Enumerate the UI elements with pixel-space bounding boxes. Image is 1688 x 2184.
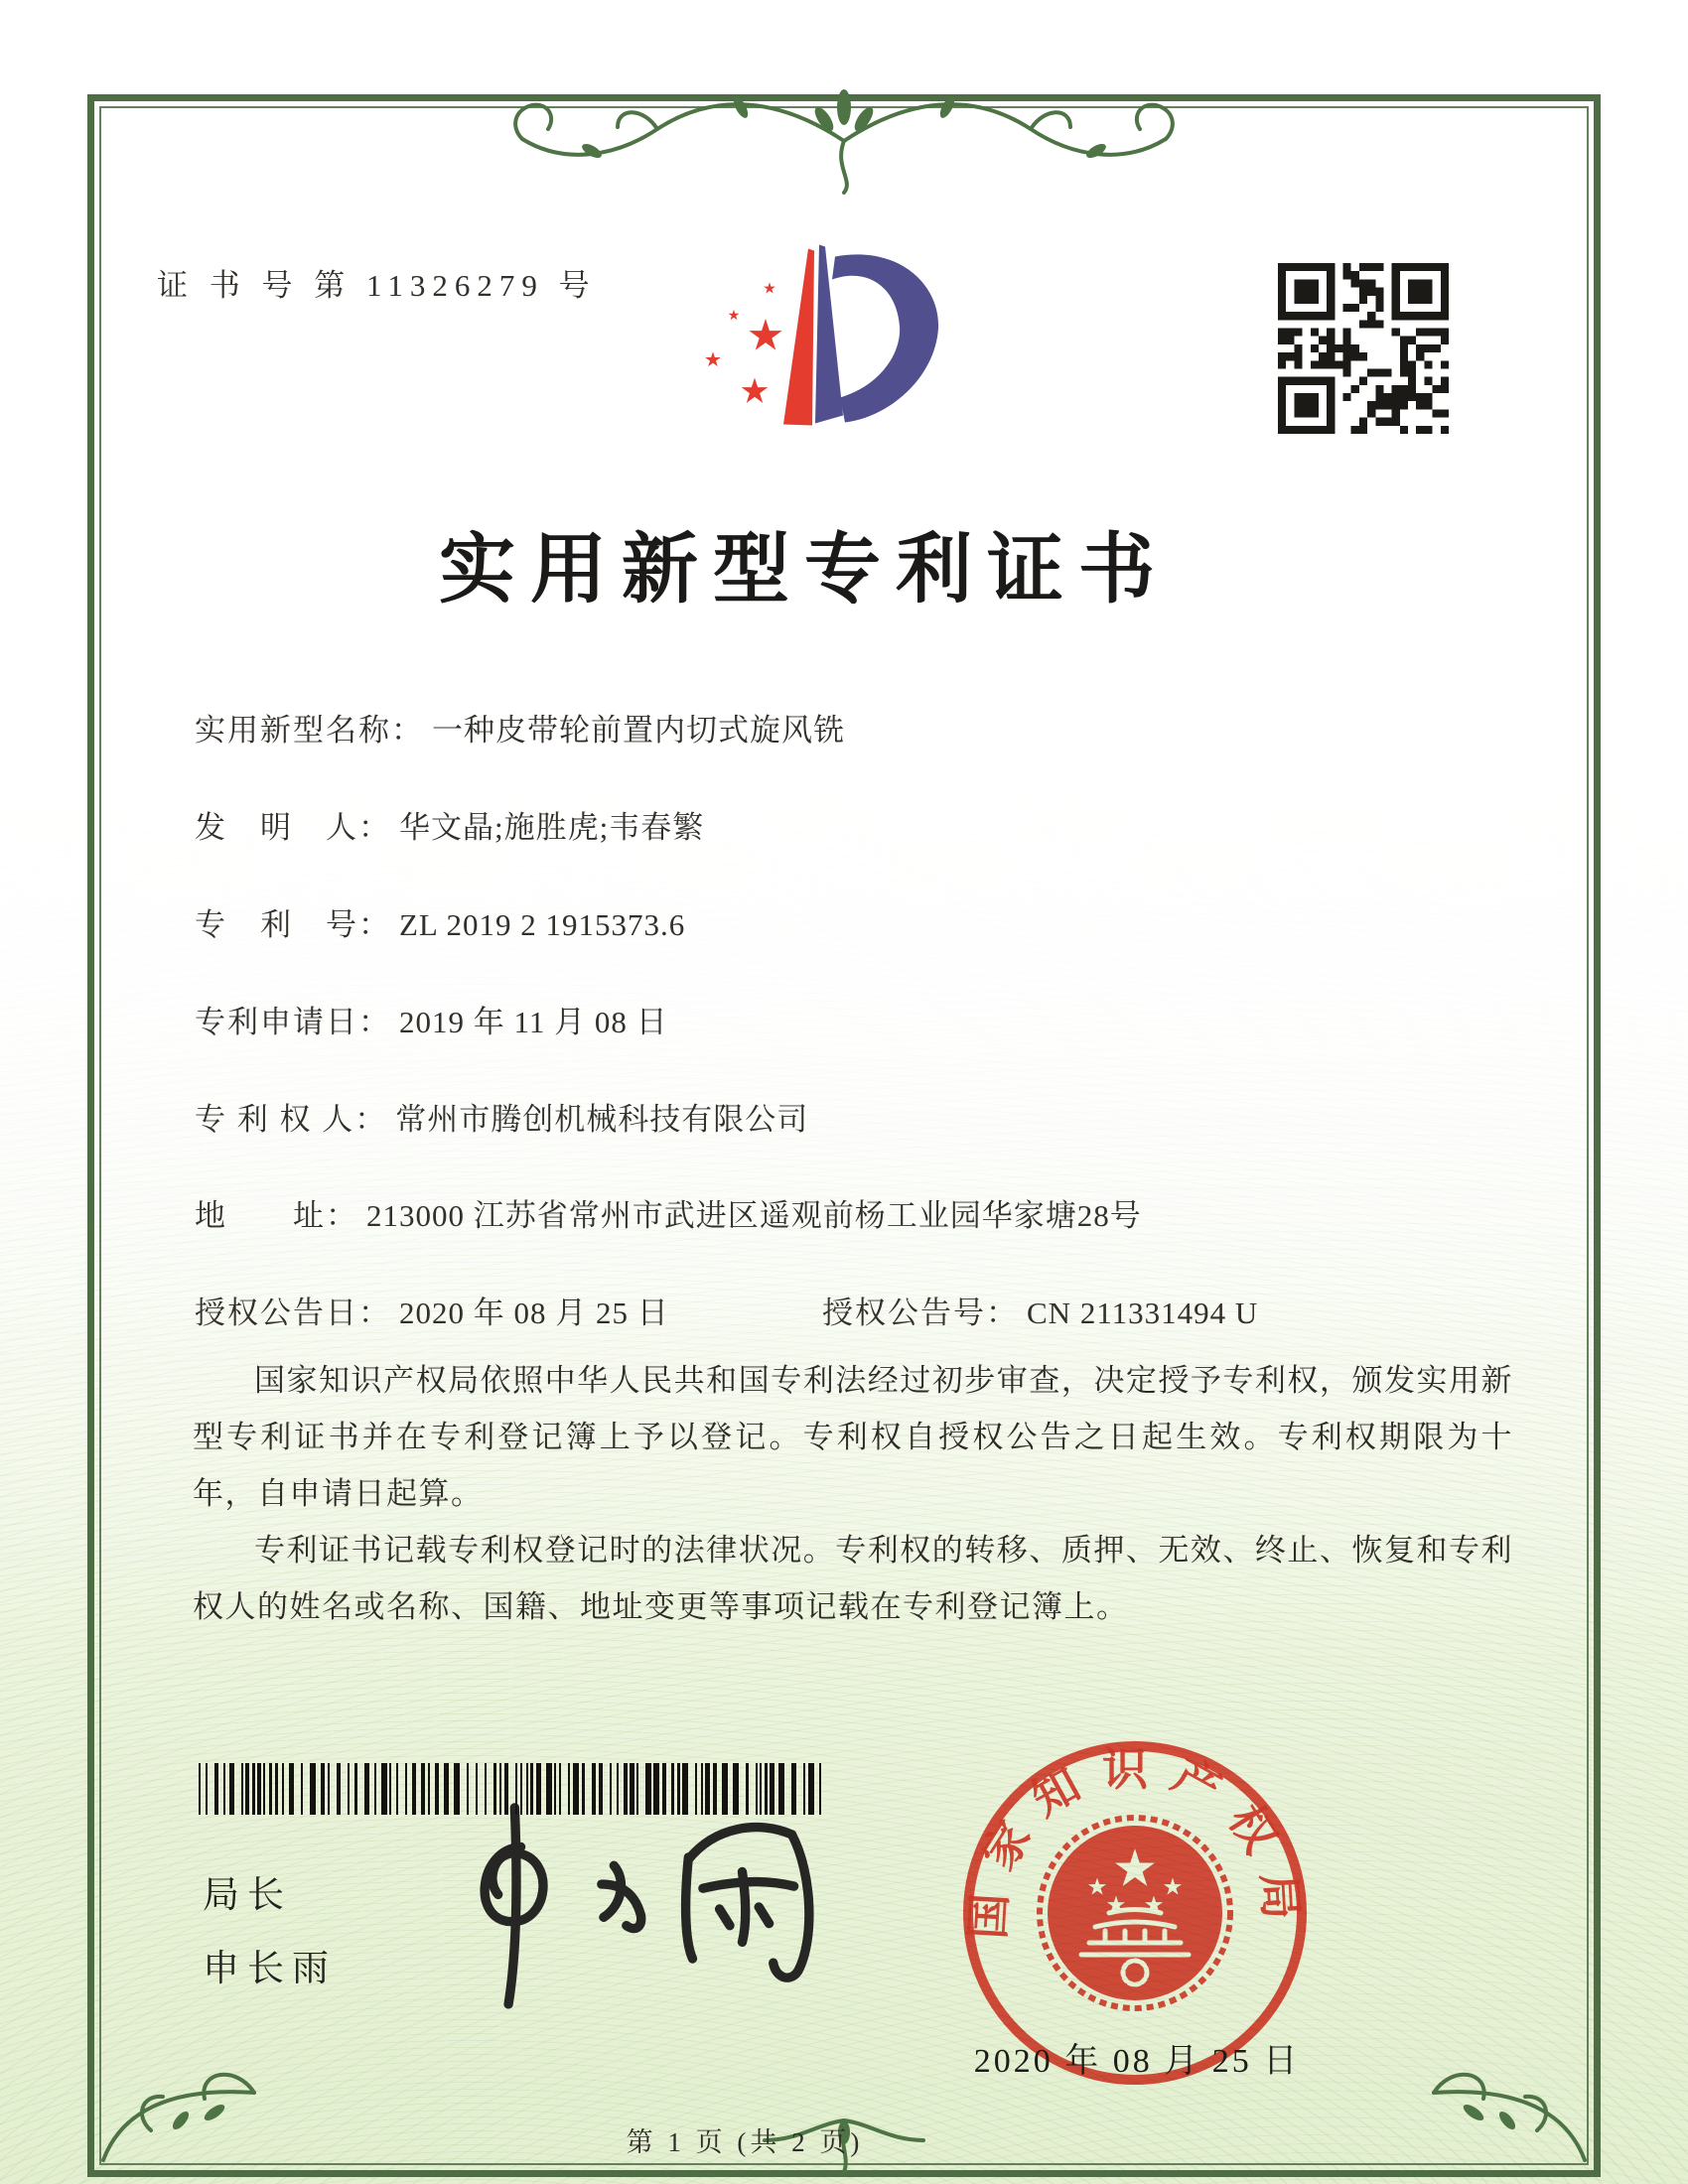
field-row-address — [195, 1190, 1142, 1235]
field-value: 华文晶;施胜虎;韦春繁 — [399, 810, 705, 845]
field-row-grant — [195, 1288, 1259, 1332]
certificate-number: 证 书 号 第 11326279 号 — [157, 268, 597, 303]
seal-date: 2020 年 08 月 25 日 — [973, 2043, 1301, 2080]
field-row-inventors — [195, 802, 704, 847]
bottom-right-flourish-icon — [1424, 2047, 1593, 2168]
field-row-patentee — [195, 1094, 808, 1139]
field-value: 一种皮带轮前置内切式旋风铣 — [432, 713, 845, 748]
director-title-label: 局长 — [203, 1875, 292, 1916]
seal-circular-text: 国家知识产权局 — [962, 1743, 1308, 1941]
field-label: 地 址： — [195, 1198, 358, 1233]
field-value: 2019 年 11 月 08 日 — [399, 1005, 668, 1039]
field-row-patent-number — [195, 899, 685, 944]
certificate-title: 实用新型专利证书 — [439, 527, 1170, 613]
field-row-filing-date — [195, 997, 668, 1041]
qr-code-icon — [1278, 263, 1449, 434]
grant-number-label: 授权公告号： — [822, 1296, 1019, 1330]
director-signature-icon — [447, 1785, 864, 2033]
field-label: 专利申请日： — [195, 1005, 391, 1039]
grant-number-value: CN 211331494 U — [1027, 1296, 1259, 1330]
field-row-utility-model-name — [195, 705, 845, 750]
cnipa-logo-icon — [650, 224, 958, 463]
legal-text-block — [193, 1352, 1513, 1635]
field-value: ZL 2019 2 1915373.6 — [399, 907, 686, 942]
field-value: 213000 江苏省常州市武进区遥观前杨工业园华家塘28号 — [366, 1198, 1142, 1233]
grant-date-value: 2020 年 08 月 25 日 — [399, 1296, 669, 1330]
field-label: 专 利 权 人： — [195, 1102, 388, 1137]
field-label: 发 明 人： — [195, 810, 391, 845]
grant-date-label: 授权公告日： — [195, 1296, 391, 1330]
field-label: 专 利 号： — [195, 907, 391, 942]
field-value: 常州市腾创机械科技有限公司 — [395, 1102, 809, 1137]
page-number-footer: 第 1 页 (共 2 页) — [626, 2127, 864, 2157]
field-label: 实用新型名称： — [195, 713, 424, 748]
legal-paragraph-2: 专利证书记载专利权登记时的法律状况。专利权的转移、质押、无效、终止、恢复和专利权人的姓名或名称、国籍、地址变更等事项记载在专利登记簿上。 — [193, 1533, 1513, 1624]
top-flourish-ornament-icon — [506, 77, 1182, 195]
legal-paragraph-1: 国家知识产权局依照中华人民共和国专利法经过初步审查，决定授予专利权，颁发实用新型专利证书并在专利登记簿上予以登记。专利权自授权公告之日起生效。专利权期限为十年，自申请日起算。 — [193, 1363, 1513, 1511]
director-name-label: 申长雨 — [203, 1949, 337, 1989]
